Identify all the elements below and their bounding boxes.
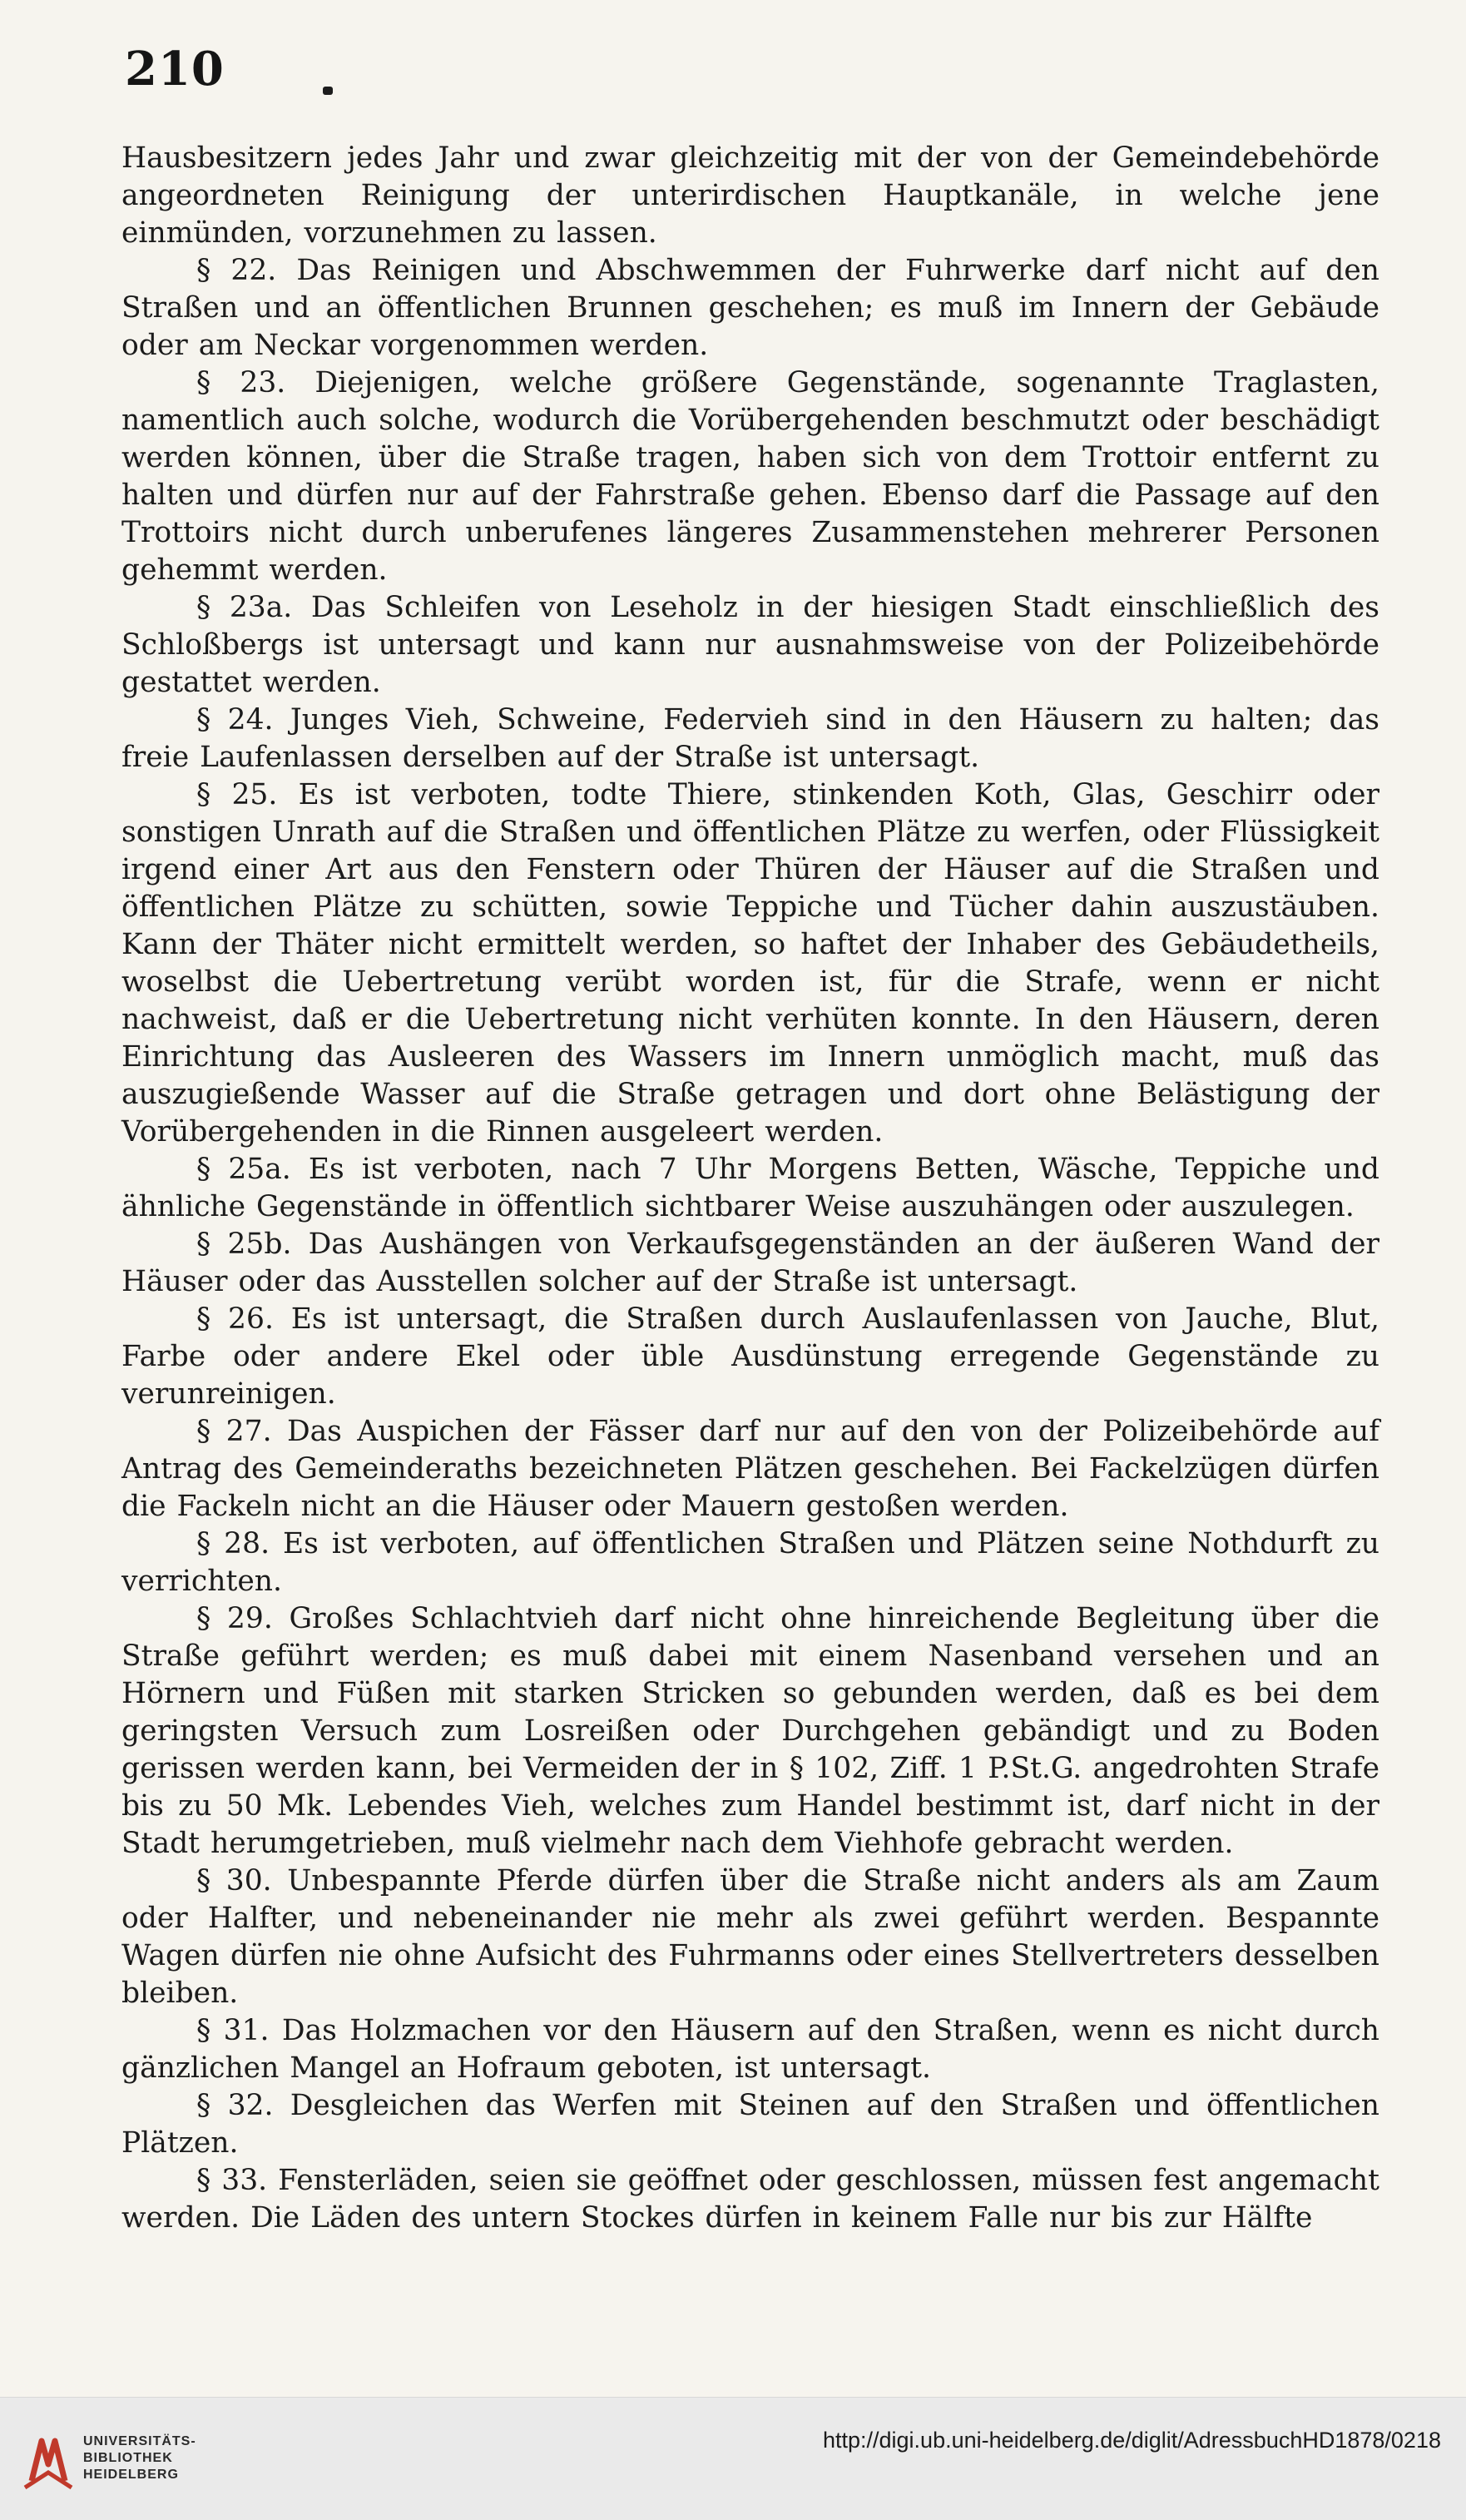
- paragraph: § 30. Unbespannte Pferde dürfen über die Straße nicht anders als am Zaum oder Halfter, und nebeneinander nie mehr als zwei geführt werden. Bespannte Wagen dürfen nie ohne Aufsicht des Fuhrmanns oder eines Stellvertreters desselben bleiben.: [121, 1864, 1379, 2010]
- library-seal-icon: [15, 2423, 82, 2498]
- paragraph: § 31. Das Holzmachen vor den Häusern auf den Straßen, wenn es nicht durch gänzlichen Mangel an Hofraum geboten, ist untersagt.: [121, 2014, 1379, 2085]
- library-logo[interactable]: [15, 2423, 265, 2498]
- paragraph: § 25. Es ist verboten, todte Thiere, stinkenden Koth, Glas, Geschirr oder sonstigen Unrath auf die Straßen und öffentlichen Plätze zu werfen, oder Flüssigkeit irgend einer Art aus den Fenstern oder Thüren der Häuser auf die Straßen und öffentlichen Plätze zu schütten, sowie Teppiche und Tücher dahin auszustäuben. Kann der Thäter nicht ermittelt werden, so haftet der Inhaber des Gebäudetheils, woselbst die Uebertretung verübt worden ist, für die Strafe, wenn er nicht nachweist, daß er die Uebertretung nicht verhüten konnte. In den Häusern, deren Einrichtung das Ausleeren des Wassers im Innern unmöglich macht, muß das auszugießende Wasser auf die Straße getragen und dort ohne Belästigung der Vorübergehenden in die Rinnen ausgeleert werden.: [121, 778, 1379, 1148]
- source-url-link[interactable]: http://digi.ub.uni-heidelberg.de/diglit/AdressbuchHD1878/0218: [822, 2428, 1441, 2453]
- body-text: [121, 140, 1379, 2237]
- paragraph: Hausbesitzern jedes Jahr und zwar gleichzeitig mit der von der Gemeindebehörde angeordneten Reinigung der unterirdischen Hauptkanäle, in welche jene einmünden, vorzunehmen zu lassen.: [121, 141, 1379, 250]
- logo-text-line-1: UNIVERSITÄTS-: [83, 2434, 196, 2448]
- paragraph: § 28. Es ist verboten, auf öffentlichen Straßen und Plätzen seine Nothdurft zu verrichten.: [121, 1527, 1379, 1598]
- paragraph: § 25a. Es ist verboten, nach 7 Uhr Morgens Betten, Wäsche, Teppiche und ähnliche Gegenstände in öffentlich sichtbarer Weise auszuhängen oder auszulegen.: [121, 1153, 1379, 1223]
- paragraph: § 22. Das Reinigen und Abschwemmen der Fuhrwerke darf nicht auf den Straßen und an öffentlichen Brunnen geschehen; es muß im Innern der Gebäude oder am Neckar vorgenommen werden.: [121, 254, 1379, 362]
- ink-speck: [323, 87, 333, 95]
- paragraph: § 24. Junges Vieh, Schweine, Federvieh sind in den Häusern zu halten; das freie Laufenlassen derselben auf der Straße ist untersagt.: [121, 703, 1379, 774]
- logo-text-line-2: BIBLIOTHEK: [83, 2451, 173, 2465]
- paragraph: § 23a. Das Schleifen von Leseholz in der hiesigen Stadt einschließlich des Schloßbergs ist untersagt und kann nur ausnahmsweise von der Polizeibehörde gestattet werden.: [121, 591, 1379, 699]
- paragraph: § 29. Großes Schlachtvieh darf nicht ohne hinreichende Begleitung über die Straße geführt werden; es muß dabei mit einem Nasenband versehen und an Hörnern und Füßen mit starken Stricken so gebunden werden, daß es bei dem geringsten Versuch zum Losreißen oder Durchgehen gebändigt und zu Boden gerissen werden kann, bei Vermeiden der in § 102, Ziff. 1 P.St.G. angedrohten Strafe bis zu 50 Mk. Lebendes Vieh, welches zum Handel bestimmt ist, darf nicht in der Stadt herumgetrieben, muß vielmehr nach dem Viehhofe gebracht werden.: [121, 1602, 1379, 1860]
- paragraph: § 33. Fensterläden, seien sie geöffnet oder geschlossen, müssen fest angemacht werden. Die Läden des untern Stockes dürfen in keinem Falle nur bis zur Hälfte: [121, 2164, 1379, 2235]
- logo-text-line-3: HEIDELBERG: [83, 2468, 179, 2482]
- page-number: 210: [125, 42, 225, 97]
- paragraph: § 23. Diejenigen, welche größere Gegenstände, sogenannte Traglasten, namentlich auch solche, wodurch die Vorübergehenden beschmutzt oder beschädigt werden können, über die Straße tragen, haben sich von dem Trottoir entfernt zu halten und dürfen nur auf der Fahrstraße gehen. Ebenso darf die Passage auf den Trottoirs nicht durch unberufenes längeres Zusammenstehen mehrerer Personen gehemmt werden.: [121, 366, 1379, 587]
- paragraph: § 27. Das Auspichen der Fässer darf nur auf den von der Polizeibehörde auf Antrag des Gemeinderaths bezeichneten Plätzen geschehen. Bei Fackelzügen dürfen die Fackeln nicht an die Häuser oder Mauern gestoßen werden.: [121, 1415, 1379, 1523]
- paragraph: § 26. Es ist untersagt, die Straßen durch Auslaufenlassen von Jauche, Blut, Farbe oder andere Ekel oder üble Ausdünstung erregende Gegenstände zu verunreinigen.: [121, 1302, 1379, 1411]
- paragraph: § 25b. Das Aushängen von Verkaufsgegenständen an der äußeren Wand der Häuser oder das Ausstellen solcher auf der Straße ist untersagt.: [121, 1228, 1379, 1298]
- paragraph: § 32. Desgleichen das Werfen mit Steinen auf den Straßen und öffentlichen Plätzen.: [121, 2089, 1379, 2160]
- footer-bar: [0, 2397, 1466, 2520]
